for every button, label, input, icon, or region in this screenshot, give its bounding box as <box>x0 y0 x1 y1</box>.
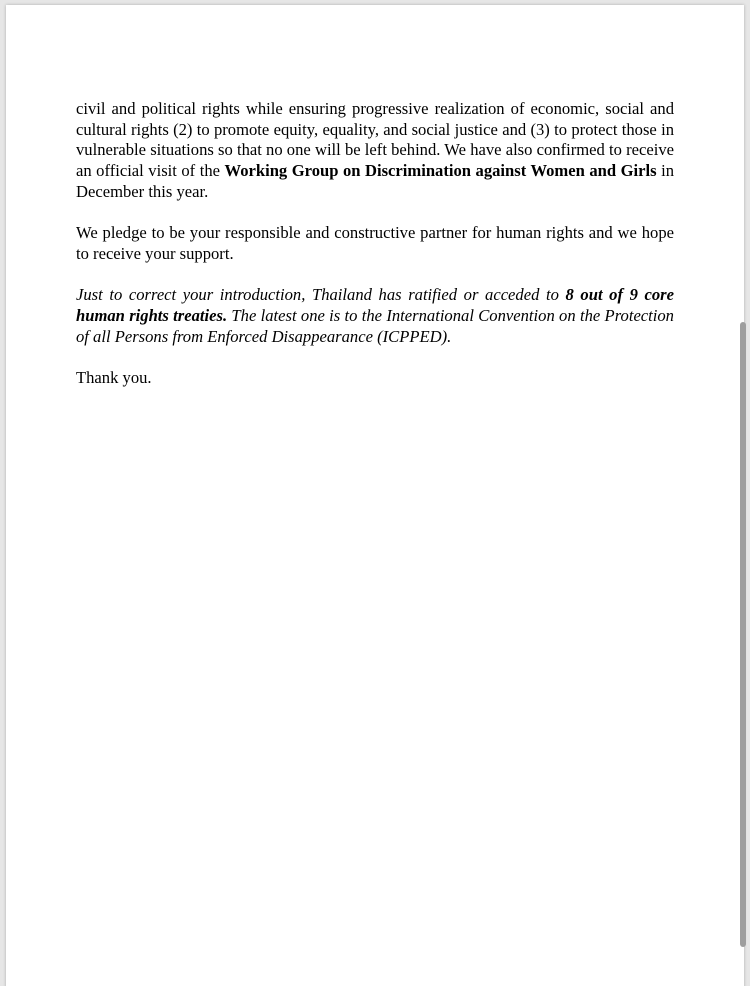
paragraph-commitments-text: civil and political rights while ensuring progressive realization of economic, social and cultural rights (2) to promote equity, equality, and social justice and (3) to protect those in vulnerable situations so that no one will be left behind. We have also confirmed to receive an official visit of the <box>76 99 674 181</box>
paragraph-correction <box>76 285 674 347</box>
document-page <box>6 5 744 986</box>
page-body <box>76 99 674 409</box>
treaties-count: 8 out of 9 core human rights treaties. <box>76 285 674 325</box>
paragraph-pledge: We pledge to be your responsible and constructive partner for human rights and we hope to receive your support. <box>76 223 674 263</box>
vertical-scrollbar[interactable] <box>740 322 746 947</box>
working-group-name: Working Group on Discrimination against Women and Girls <box>224 161 657 181</box>
paragraph-commitments-end: in December this year. <box>76 161 674 201</box>
paragraph-correction-text: Just to correct your introduction, Thailand has ratified or acceded to <box>76 285 566 305</box>
paragraph-commitments <box>76 99 674 203</box>
closing-thanks: Thank you. <box>76 368 152 388</box>
paragraph-correction-end: The latest one is to the International Convention on the Protection of all Persons from Enforced Disappearance (ICPPED). <box>76 306 674 346</box>
